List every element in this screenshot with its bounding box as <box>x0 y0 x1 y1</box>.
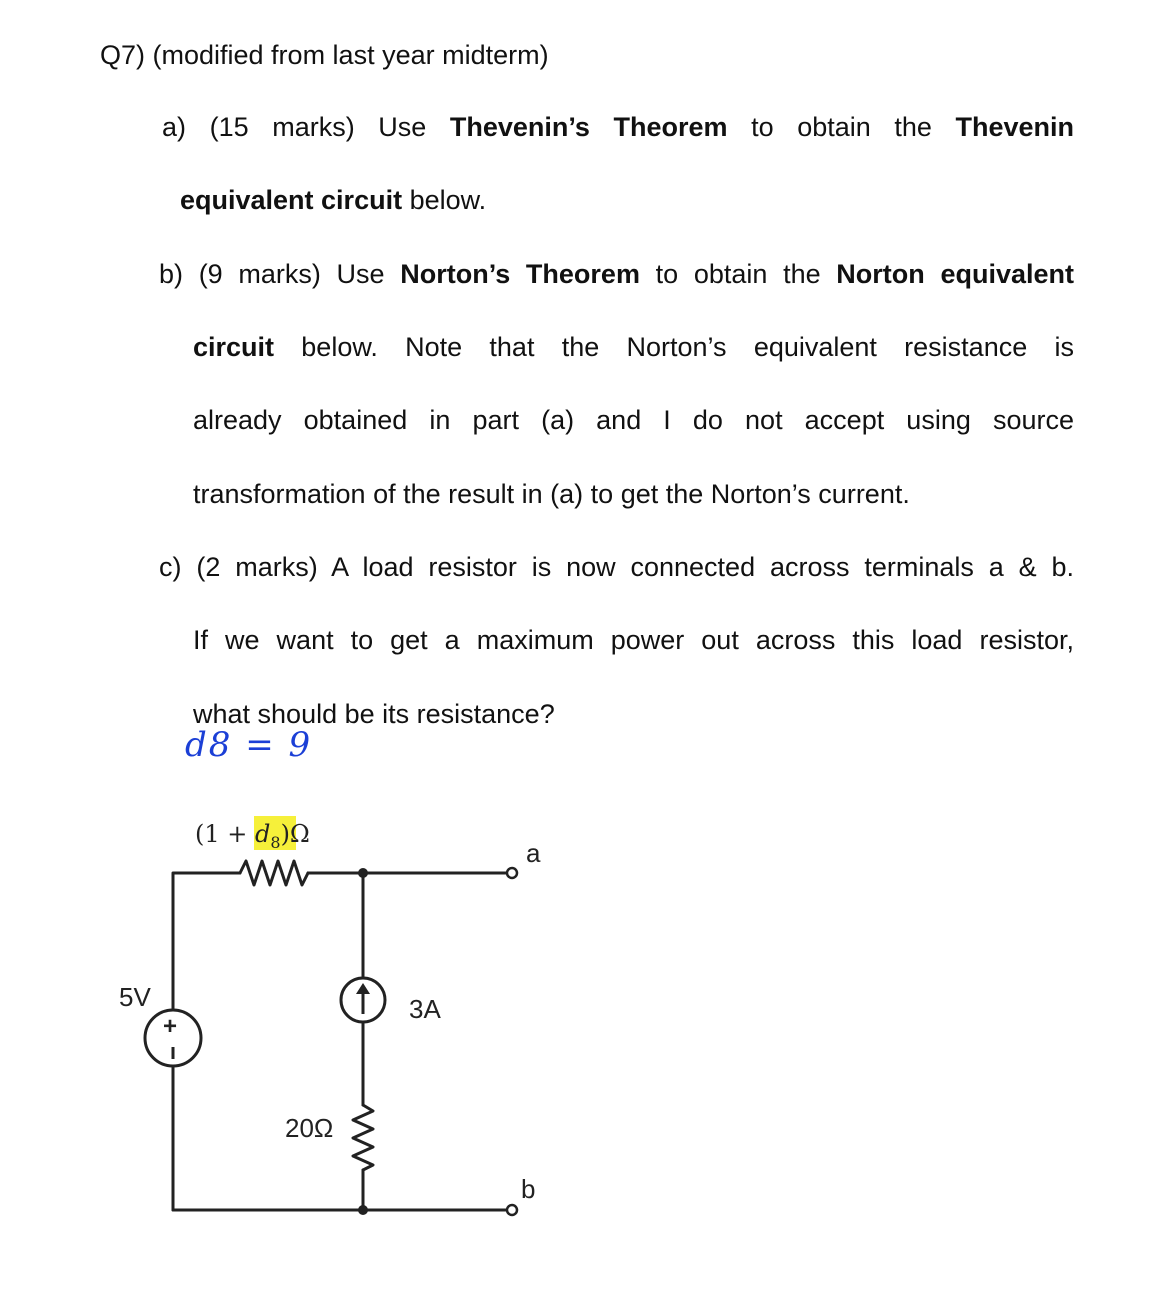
part-c-line-2: If we want to get a maximum power out across this load resistor, <box>193 625 1074 655</box>
current-source-symbol <box>341 978 385 1022</box>
bottom-resistor-symbol <box>353 1105 373 1170</box>
thevenin-theorem-term: Thevenin’s Theorem <box>449 112 728 142</box>
part-a-line-1: a) (15 marks) Use Thevenin’s Theorem to obtain the Thevenin <box>162 112 1075 142</box>
top-resistor-symbol <box>240 861 308 885</box>
junction-bottom <box>358 1205 368 1215</box>
current-source-label: 3A <box>409 994 441 1024</box>
part-c-line-1: c) (2 marks) A load resistor is now connected across terminals a & b. <box>159 552 1074 582</box>
part-b-line-4: transformation of the result in (a) to get the Norton’s current. <box>193 479 910 509</box>
terminal-a-label: a <box>526 838 541 868</box>
terminal-a-node <box>507 868 517 878</box>
part-b-line-1: b) (9 marks) Use Norton’s Theorem to obtain the Norton equivalent <box>159 259 1074 289</box>
handwritten-note: d8 = 9 <box>185 725 313 765</box>
circuit-wires <box>173 861 508 1210</box>
part-b-line-3: already obtained in part (a) and I do not accept using source <box>193 405 1074 435</box>
junction-top <box>358 868 368 878</box>
part-b-line-2: circuit below. Note that the Norton’s equivalent resistance is <box>193 332 1074 362</box>
top-resistor-label: $(1 + d_8)\Omega$ <box>195 820 310 852</box>
part-a-line-2: equivalent circuit below. <box>180 185 487 215</box>
voltage-source-label: 5V <box>119 982 151 1012</box>
question-title: Q7) (modified from last year midterm) <box>100 40 549 70</box>
terminal-b-label: b <box>521 1174 536 1204</box>
part-c-line-3: what should be its resistance? <box>193 699 555 729</box>
norton-theorem-term: Norton’s Theorem <box>400 259 640 289</box>
plus-sign: + <box>163 1013 178 1040</box>
bottom-resistor-label: 20Ω <box>285 1113 334 1143</box>
terminal-b-node <box>507 1205 517 1215</box>
voltage-source-symbol <box>145 1010 201 1066</box>
